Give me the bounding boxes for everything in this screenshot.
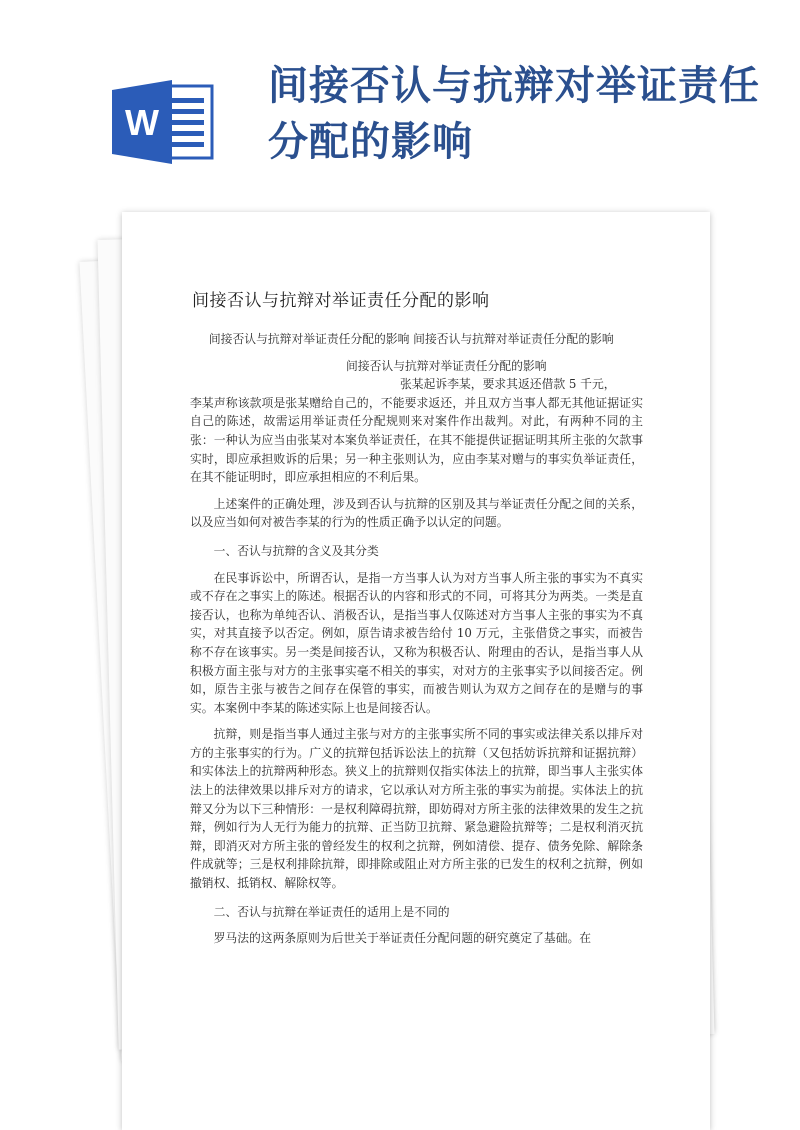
page-title: 间接否认与抗辩对举证责任分配的影响 [268, 63, 760, 165]
case-intro: 张某起诉李某，要求其返还借款 5 千元， [400, 377, 616, 392]
document-title: 间接否认与抗辩对举证责任分配的影响 [192, 291, 490, 311]
repeated-title-line: 间接否认与抗辩对举证责任分配的影响 间接否认与抗辩对举证责任分配的影响 [208, 332, 614, 346]
word-document-icon [112, 80, 216, 164]
section-heading: 一、否认与抗辩的含义及其分类 [213, 543, 379, 558]
document-page [122, 212, 710, 1130]
paragraph: 上述案件的正确处理，涉及到否认与抗辩的区别及其与举证责任分配之间的关系，以及应当如何对被告李某的行为的性质正确予以认定的问题。 [190, 496, 643, 530]
paragraph: 抗辩，则是指当事人通过主张与对方的主张事实所不同的事实或法律关系以排斥对方的主张事实的行为。广义的抗辩包括诉讼法上的抗辩（又包括妨诉抗辩和证据抗辩）和实体法上的抗辩两种形态。狭义上的抗辩则仅指实体法上的抗辩，即当事人主张实体法上的法律效果以排斥对方的请求，它以承认对方所主张的事实为前提。实体法上的抗辩又分为以下三种情形：一是权利障碍抗辩，即妨碍对方所主张的法律效果的发生之抗辩，例如行为人无行为能力的抗辩、正当防卫抗辩、紧急避险抗辩等；二是权利消灭抗辩，即消灭对方所主张的曾经发生的权利之抗辩，例如清偿、提存、债务免除、解除条件成就等；三是权利排除抗辩，即排除或阻止对方所主张的已发生的权利之抗辩，例如撤销权、抵销权、解除权等。 [190, 727, 643, 891]
repeated-title-line: 间接否认与抗辩对举证责任分配的影响 [346, 358, 547, 373]
svg-text:W: W [125, 102, 159, 143]
case-paragraph: 李某声称该款项是张某赠给自己的，不能要求返还，并且双方当事人都无其他证据证实自己的陈述，故需运用举证责任分配规则来对案件作出裁判。对此，有两种不同的主张：一种认为应当由张某对本案负举证责任，在其不能提供证据证明其所主张的欠款事实时，即应承担败诉的后果；另一种主张则认为，应由李某对赠与的事实负举证责任，在其不能证明时，即应承担相应的不利后果。 [190, 395, 643, 485]
paragraph: 在民事诉讼中，所谓否认，是指一方当事人认为对方当事人所主张的事实为不真实或不存在之事实上的陈述。根据否认的内容和形式的不同，可将其分为两类。一类是直接否认，也称为单纯否认、消极否认，是指当事人仅陈述对方当事人主张的事实为不真实，对其直接予以否定。例如，原告请求被告给付 10 万元，主张借贷之事实，而被告称不存在该事实。另一类是间接否认，又称为积极否认、附理由的否认，是指当事人从积极方面主张与对方的主张事实毫不相关的事实，对对方的主张事实予以间接否定。例如，原告主张与被告之间存在保管的事实，而被告则认为双方之间存在的是赠与的事实。本案例中李某的陈述实际上也是间接否认。 [190, 570, 643, 715]
document-body [190, 330, 643, 948]
paragraph: 罗马法的这两条原则为后世关于举证责任分配问题的研究奠定了基础。在 [213, 931, 592, 946]
section-heading: 二、否认与抗辩在举证责任的适用上是不同的 [213, 904, 450, 919]
